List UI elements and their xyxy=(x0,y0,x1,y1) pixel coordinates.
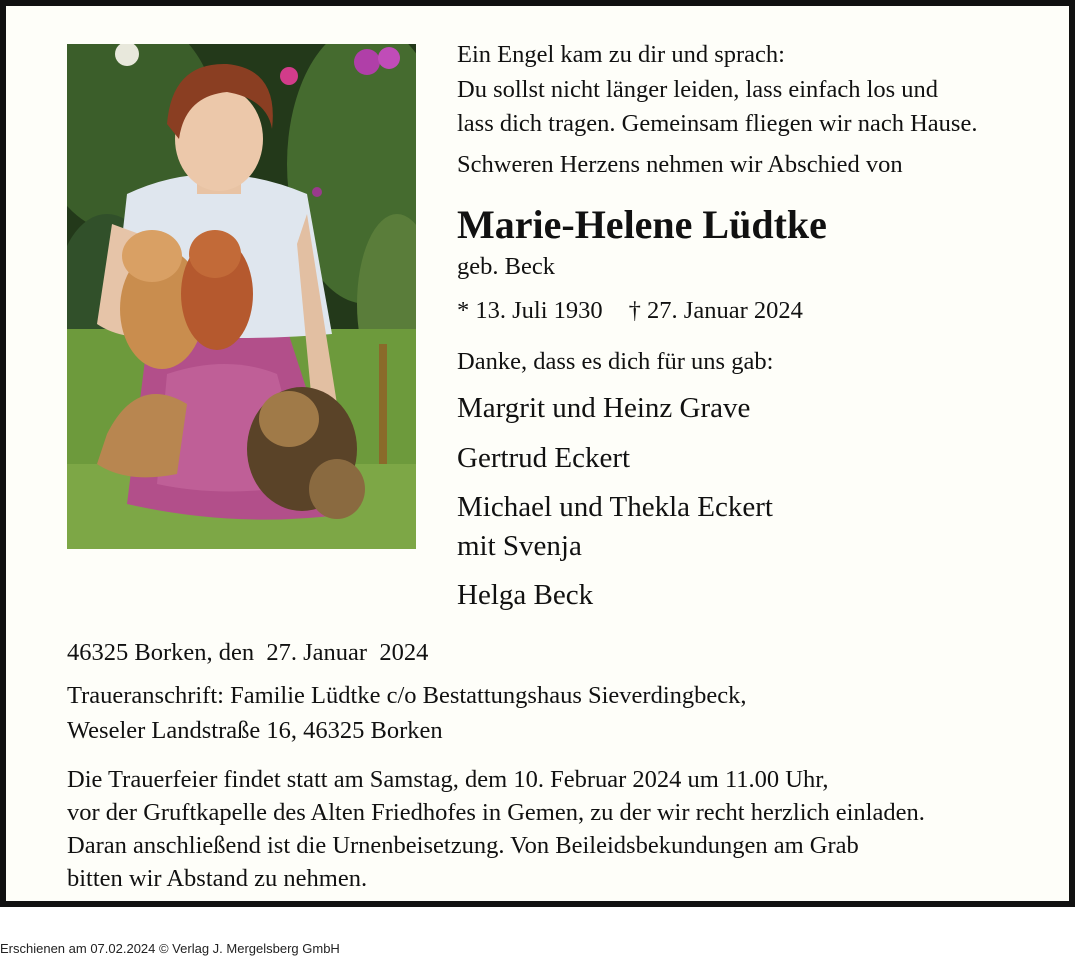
mourner-line: Michael und Thekla Eckert xyxy=(457,491,773,523)
thanks-line: Danke, dass es dich für uns gab: xyxy=(457,348,774,375)
ceremony-line: vor der Gruftkapelle des Alten Friedhofes in Gemen, zu der wir recht herzlich einladen. xyxy=(67,799,925,826)
mourners-list xyxy=(457,389,773,626)
deceased-name: Marie-Helene Lüdtke xyxy=(457,202,827,247)
mourner-entry xyxy=(457,488,773,565)
mourner-entry: Gertrud Eckert xyxy=(457,441,631,474)
mourner-entry: Margrit und Heinz Grave xyxy=(457,392,751,424)
place-date: 46325 Borken, den 27. Januar 2024 xyxy=(67,639,429,666)
verse-line: Ein Engel kam zu dir und sprach: xyxy=(457,41,785,68)
death-date: † 27. Januar 2024 xyxy=(628,297,803,324)
ceremony-line: Daran anschließend ist die Urnenbeisetzung. Von Beileidsbekundungen am Grab xyxy=(67,832,859,859)
ceremony-line: bitten wir Abstand zu nehmen. xyxy=(67,865,368,892)
ceremony-details xyxy=(67,763,925,895)
portrait-photo xyxy=(67,44,416,549)
address-line: Weseler Landstraße 16, 46325 Borken xyxy=(67,716,443,744)
life-dates xyxy=(457,295,803,327)
ceremony-line: Die Trauerfeier findet statt am Samstag, dem 10. Februar 2024 um 11.00 Uhr, xyxy=(67,766,829,793)
farewell-intro: Schweren Herzens nehmen wir Abschied von xyxy=(457,151,903,178)
mourner-entry: Helga Beck xyxy=(457,579,594,611)
birth-date: * 13. Juli 1930 xyxy=(457,297,603,324)
publication-footer: Erschienen am 07.02.2024 © Verlag J. Mergelsberg GmbH xyxy=(0,941,340,956)
mourning-address xyxy=(67,679,747,748)
birth-name: geb. Beck xyxy=(457,253,555,280)
verse xyxy=(457,38,977,142)
portrait-photo-image xyxy=(67,44,416,549)
mourner-line: mit Svenja xyxy=(457,529,582,562)
address-line: Traueranschrift: Familie Lüdtke c/o Bestattungshaus Sieverdingbeck, xyxy=(67,682,747,709)
verse-line: lass dich tragen. Gemeinsam fliegen wir nach Hause. xyxy=(457,110,978,137)
verse-line: Du sollst nicht länger leiden, lass einfach los und xyxy=(457,75,939,103)
